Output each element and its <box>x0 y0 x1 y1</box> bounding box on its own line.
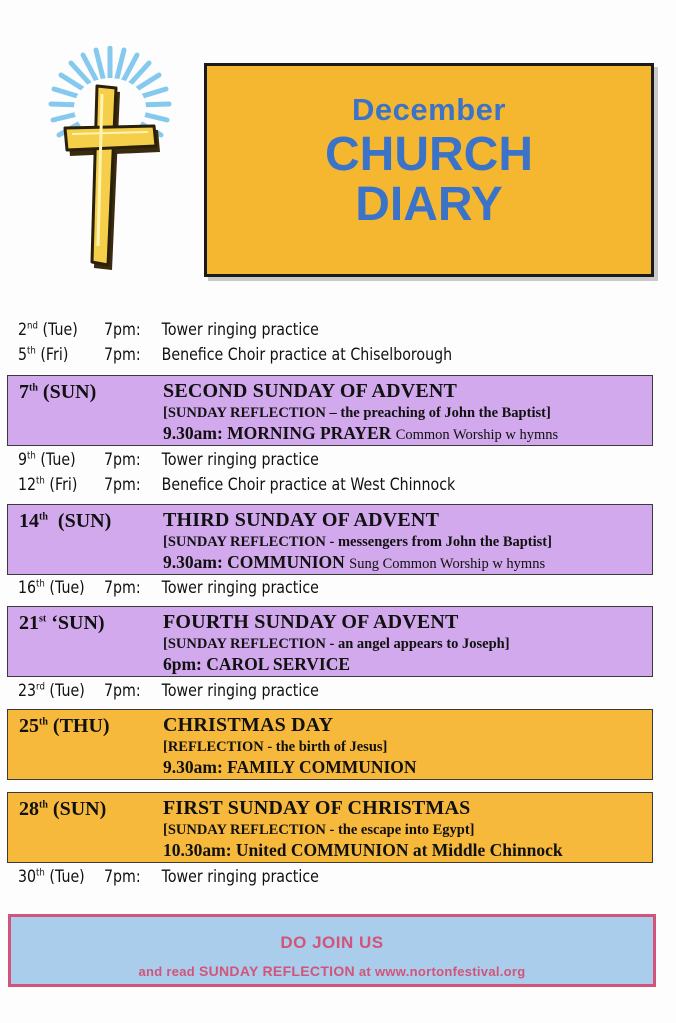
sunday-heading: THIRD SUNDAY OF ADVENT <box>163 509 440 531</box>
sunday-service: 10.30am: United COMMUNION at Middle Chinnock <box>163 840 563 860</box>
event-description: Benefice Choir practice at West Chinnock <box>161 475 456 494</box>
event-row: 2nd (Tue) 7pm: Tower ringing practice <box>18 320 319 339</box>
title-month: December <box>352 92 506 127</box>
sunday-reflection: [REFLECTION - the birth of Jesus] <box>163 739 388 755</box>
sunday-band <box>7 606 653 677</box>
sunday-heading: SECOND SUNDAY OF ADVENT <box>163 380 458 402</box>
footer-invite: and read SUNDAY REFLECTION at www.nortonfestival.org <box>138 963 526 979</box>
event-description: Tower ringing practice <box>161 867 319 886</box>
event-description: Tower ringing practice <box>161 578 319 597</box>
footer-banner <box>8 914 656 987</box>
sunday-date: 25th (THU) <box>19 715 110 737</box>
sunday-service: 6pm: CAROL SERVICE <box>163 654 351 674</box>
sunday-band <box>7 375 653 446</box>
title-church: CHURCH <box>325 128 533 181</box>
event-row: 30th (Tue) 7pm: Tower ringing practice <box>18 867 319 886</box>
title-diary: DIARY <box>355 178 503 231</box>
event-row: 12th (Fri) 7pm: Benefice Choir practice at West Chinnock <box>18 475 456 494</box>
title-box <box>204 63 654 277</box>
sunday-date: 7th (SUN) <box>19 381 97 403</box>
sunday-service: 9.30am: COMMUNION Sung Common Worship w hymns <box>163 552 546 572</box>
sunday-service: 9.30am: MORNING PRAYER Common Worship w hymns <box>163 423 559 443</box>
christmas-band <box>7 792 653 863</box>
sunday-date: 21st ‘SUN) <box>19 612 105 634</box>
event-description: Tower ringing practice <box>161 320 319 339</box>
sunday-reflection: [SUNDAY REFLECTION - messengers from John the Baptist] <box>163 534 552 550</box>
sunday-heading: FIRST SUNDAY OF CHRISTMAS <box>163 797 471 819</box>
christmas-band <box>7 709 653 780</box>
event-description: Tower ringing practice <box>161 450 319 469</box>
event-row: 9th (Tue) 7pm: Tower ringing practice <box>18 450 319 469</box>
sunday-reflection: [SUNDAY REFLECTION – the preaching of John the Baptist] <box>163 405 551 421</box>
sunday-heading: FOURTH SUNDAY OF ADVENT <box>163 611 459 633</box>
event-description: Benefice Choir practice at Chiselborough <box>161 345 453 364</box>
event-row: 16th (Tue) 7pm: Tower ringing practice <box>18 578 319 597</box>
event-description: Tower ringing practice <box>161 681 319 700</box>
footer-headline: DO JOIN US <box>280 933 384 952</box>
event-row: 23rd (Tue) 7pm: Tower ringing practice <box>18 681 319 700</box>
sunday-reflection: [SUNDAY REFLECTION - the escape into Egypt] <box>163 822 475 838</box>
sunday-band <box>7 504 653 575</box>
cross-icon <box>48 46 173 271</box>
sunday-heading: CHRISTMAS DAY <box>163 714 334 736</box>
sunday-service: 9.30am: FAMILY COMMUNION <box>163 757 417 777</box>
sunday-reflection: [SUNDAY REFLECTION - an angel appears to Joseph] <box>163 636 510 652</box>
event-row: 5th (Fri) 7pm: Benefice Choir practice at Chiselborough <box>18 345 453 364</box>
sunday-date: 28th (SUN) <box>19 798 107 820</box>
sunday-date: 14th (SUN) <box>19 510 112 532</box>
